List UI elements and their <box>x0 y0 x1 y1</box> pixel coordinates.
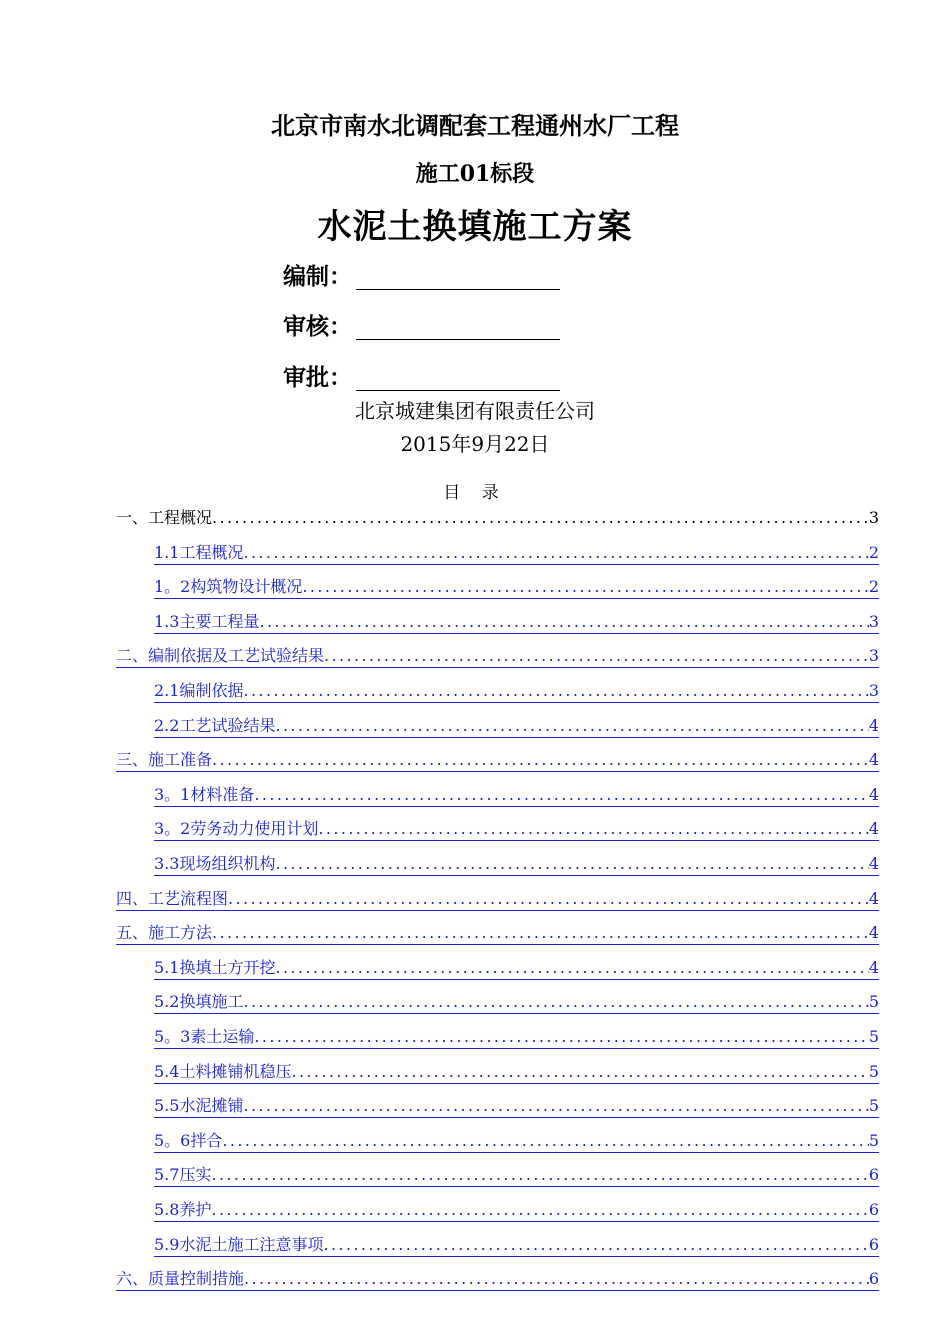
toc-leader-dots <box>211 1200 868 1219</box>
toc-item-label: 5.1换填土方开挖 <box>154 957 276 977</box>
toc-leader-dots <box>254 1027 868 1046</box>
toc-leader-dots <box>275 854 868 873</box>
toc-leader-dots <box>324 646 869 665</box>
toc-item-page: 3 <box>868 508 879 527</box>
toc-leader-dots <box>244 1269 869 1288</box>
toc-item-page: 5 <box>868 1096 879 1116</box>
signature-review <box>283 308 560 341</box>
toc-item-label: 5.2换填施工 <box>154 992 244 1012</box>
toc-item-label: 1。2构筑物设计概况 <box>154 577 303 597</box>
toc-item[interactable] <box>116 886 879 911</box>
signature-approve <box>283 359 560 392</box>
toc-item[interactable] <box>154 678 879 703</box>
toc-item-label: 5.7压实 <box>154 1165 212 1185</box>
toc-item-page: 4 <box>868 784 879 804</box>
toc-item[interactable] <box>154 1197 879 1222</box>
toc-leader-dots <box>323 1235 868 1254</box>
toc-item-label: 五、施工方法 <box>116 923 213 943</box>
toc-item-label: 2.1编制依据 <box>154 681 244 700</box>
toc-item-page: 6 <box>868 1269 879 1289</box>
toc-item-label: 3.3现场组织机构 <box>154 854 276 873</box>
toc-item-page: 4 <box>868 819 879 839</box>
toc-item[interactable] <box>116 920 879 945</box>
toc-item-page: 4 <box>868 854 879 873</box>
toc-item[interactable] <box>154 1232 879 1257</box>
toc-leader-dots <box>243 543 868 562</box>
toc-item-page: 4 <box>868 888 879 908</box>
toc-item-label: 1.1工程概况 <box>154 542 244 562</box>
toc-item-label: 5。6拌合 <box>154 1130 223 1150</box>
toc-item-label: 5.8养护 <box>154 1200 212 1219</box>
toc-title: 目 录 <box>443 483 507 503</box>
toc-leader-dots <box>212 923 869 942</box>
toc-leader-dots <box>291 1062 868 1081</box>
toc-leader-dots <box>222 1131 868 1150</box>
toc-item-page: 5 <box>868 1061 879 1081</box>
signature-line <box>356 317 560 340</box>
toc-item-page: 3 <box>868 681 879 700</box>
toc-item-page: 4 <box>868 923 879 943</box>
signature-label: 编制： <box>283 263 352 290</box>
document-title: 水泥土换填施工方案 <box>317 207 633 247</box>
document-date: 2015年9月22日 <box>400 432 550 456</box>
toc-item-label: 六、质量控制措施 <box>116 1269 245 1289</box>
toc-item-page: 6 <box>868 1234 879 1254</box>
toc-item-label: 5。3素土运输 <box>154 1027 255 1046</box>
toc-item-label: 三、施工准备 <box>116 750 213 770</box>
toc-item-page: 2 <box>868 577 879 597</box>
signature-line <box>356 368 560 391</box>
toc-item[interactable] <box>154 1059 879 1084</box>
toc-item[interactable] <box>154 989 879 1014</box>
toc-item-page: 4 <box>868 957 879 977</box>
toc-item[interactable] <box>154 851 879 876</box>
signature-compile <box>283 258 560 291</box>
toc-item-page: 5 <box>868 992 879 1012</box>
toc-item-label: 1.3主要工程量 <box>154 611 260 631</box>
toc-leader-dots <box>212 750 869 769</box>
toc-item[interactable] <box>116 1266 879 1291</box>
signature-line <box>356 267 560 290</box>
toc-item-label: 二、编制依据及工艺试验结果 <box>116 646 325 666</box>
section-title: 施工01标段 <box>415 161 535 187</box>
toc-item-label: 5.9水泥土施工注意事项 <box>154 1234 324 1254</box>
toc-item[interactable] <box>154 1093 879 1118</box>
toc-leader-dots <box>212 508 869 527</box>
toc-item[interactable] <box>154 1128 879 1153</box>
signature-label: 审批： <box>283 364 352 391</box>
toc-item[interactable] <box>154 1024 879 1049</box>
toc-item[interactable] <box>154 609 879 634</box>
toc-item[interactable] <box>154 816 879 841</box>
toc-item-label: 3。2劳务动力使用计划 <box>154 819 319 839</box>
toc-item-page: 2 <box>868 542 879 562</box>
toc-item-page: 3 <box>868 646 879 666</box>
toc-item[interactable] <box>154 540 879 565</box>
toc-item-page: 4 <box>868 715 879 735</box>
toc-item[interactable] <box>154 713 879 738</box>
toc-item-label: 2.2工艺试验结果 <box>154 715 276 735</box>
toc-item[interactable] <box>154 1162 879 1187</box>
company-name: 北京城建集团有限责任公司 <box>355 399 595 423</box>
toc-leader-dots <box>243 681 868 700</box>
toc-leader-dots <box>243 992 868 1011</box>
toc-leader-dots <box>302 577 868 596</box>
toc-item[interactable] <box>116 747 879 772</box>
toc-item-page: 3 <box>868 611 879 631</box>
toc-item <box>116 505 879 529</box>
toc-leader-dots <box>211 1165 868 1184</box>
toc-item-label: 一、工程概况 <box>116 508 213 527</box>
toc-item[interactable] <box>154 782 879 807</box>
project-title: 北京市南水北调配套工程通州水厂工程 <box>271 111 679 140</box>
toc-item-page: 6 <box>868 1200 879 1219</box>
toc-item-page: 4 <box>868 750 879 770</box>
toc-item-label: 3。1材料准备 <box>154 784 255 804</box>
toc-leader-dots <box>318 819 868 838</box>
toc-leader-dots <box>254 785 868 804</box>
signature-label: 审核： <box>283 313 352 340</box>
toc-item-page: 5 <box>868 1027 879 1046</box>
toc-item[interactable] <box>154 955 879 980</box>
toc-item-page: 5 <box>868 1130 879 1150</box>
toc-leader-dots <box>275 716 868 735</box>
toc-item[interactable] <box>116 643 879 668</box>
toc-leader-dots <box>243 1096 868 1115</box>
toc-leader-dots <box>275 958 868 977</box>
toc-item-page: 6 <box>868 1165 879 1185</box>
toc-item-label: 四、工艺流程图 <box>116 888 229 908</box>
toc-leader-dots <box>259 612 868 631</box>
toc-item-label: 5.5水泥摊铺 <box>154 1096 244 1116</box>
toc-item[interactable] <box>154 574 879 599</box>
toc-leader-dots <box>228 889 869 908</box>
toc-item-label: 5.4土料摊铺机稳压 <box>154 1061 292 1081</box>
